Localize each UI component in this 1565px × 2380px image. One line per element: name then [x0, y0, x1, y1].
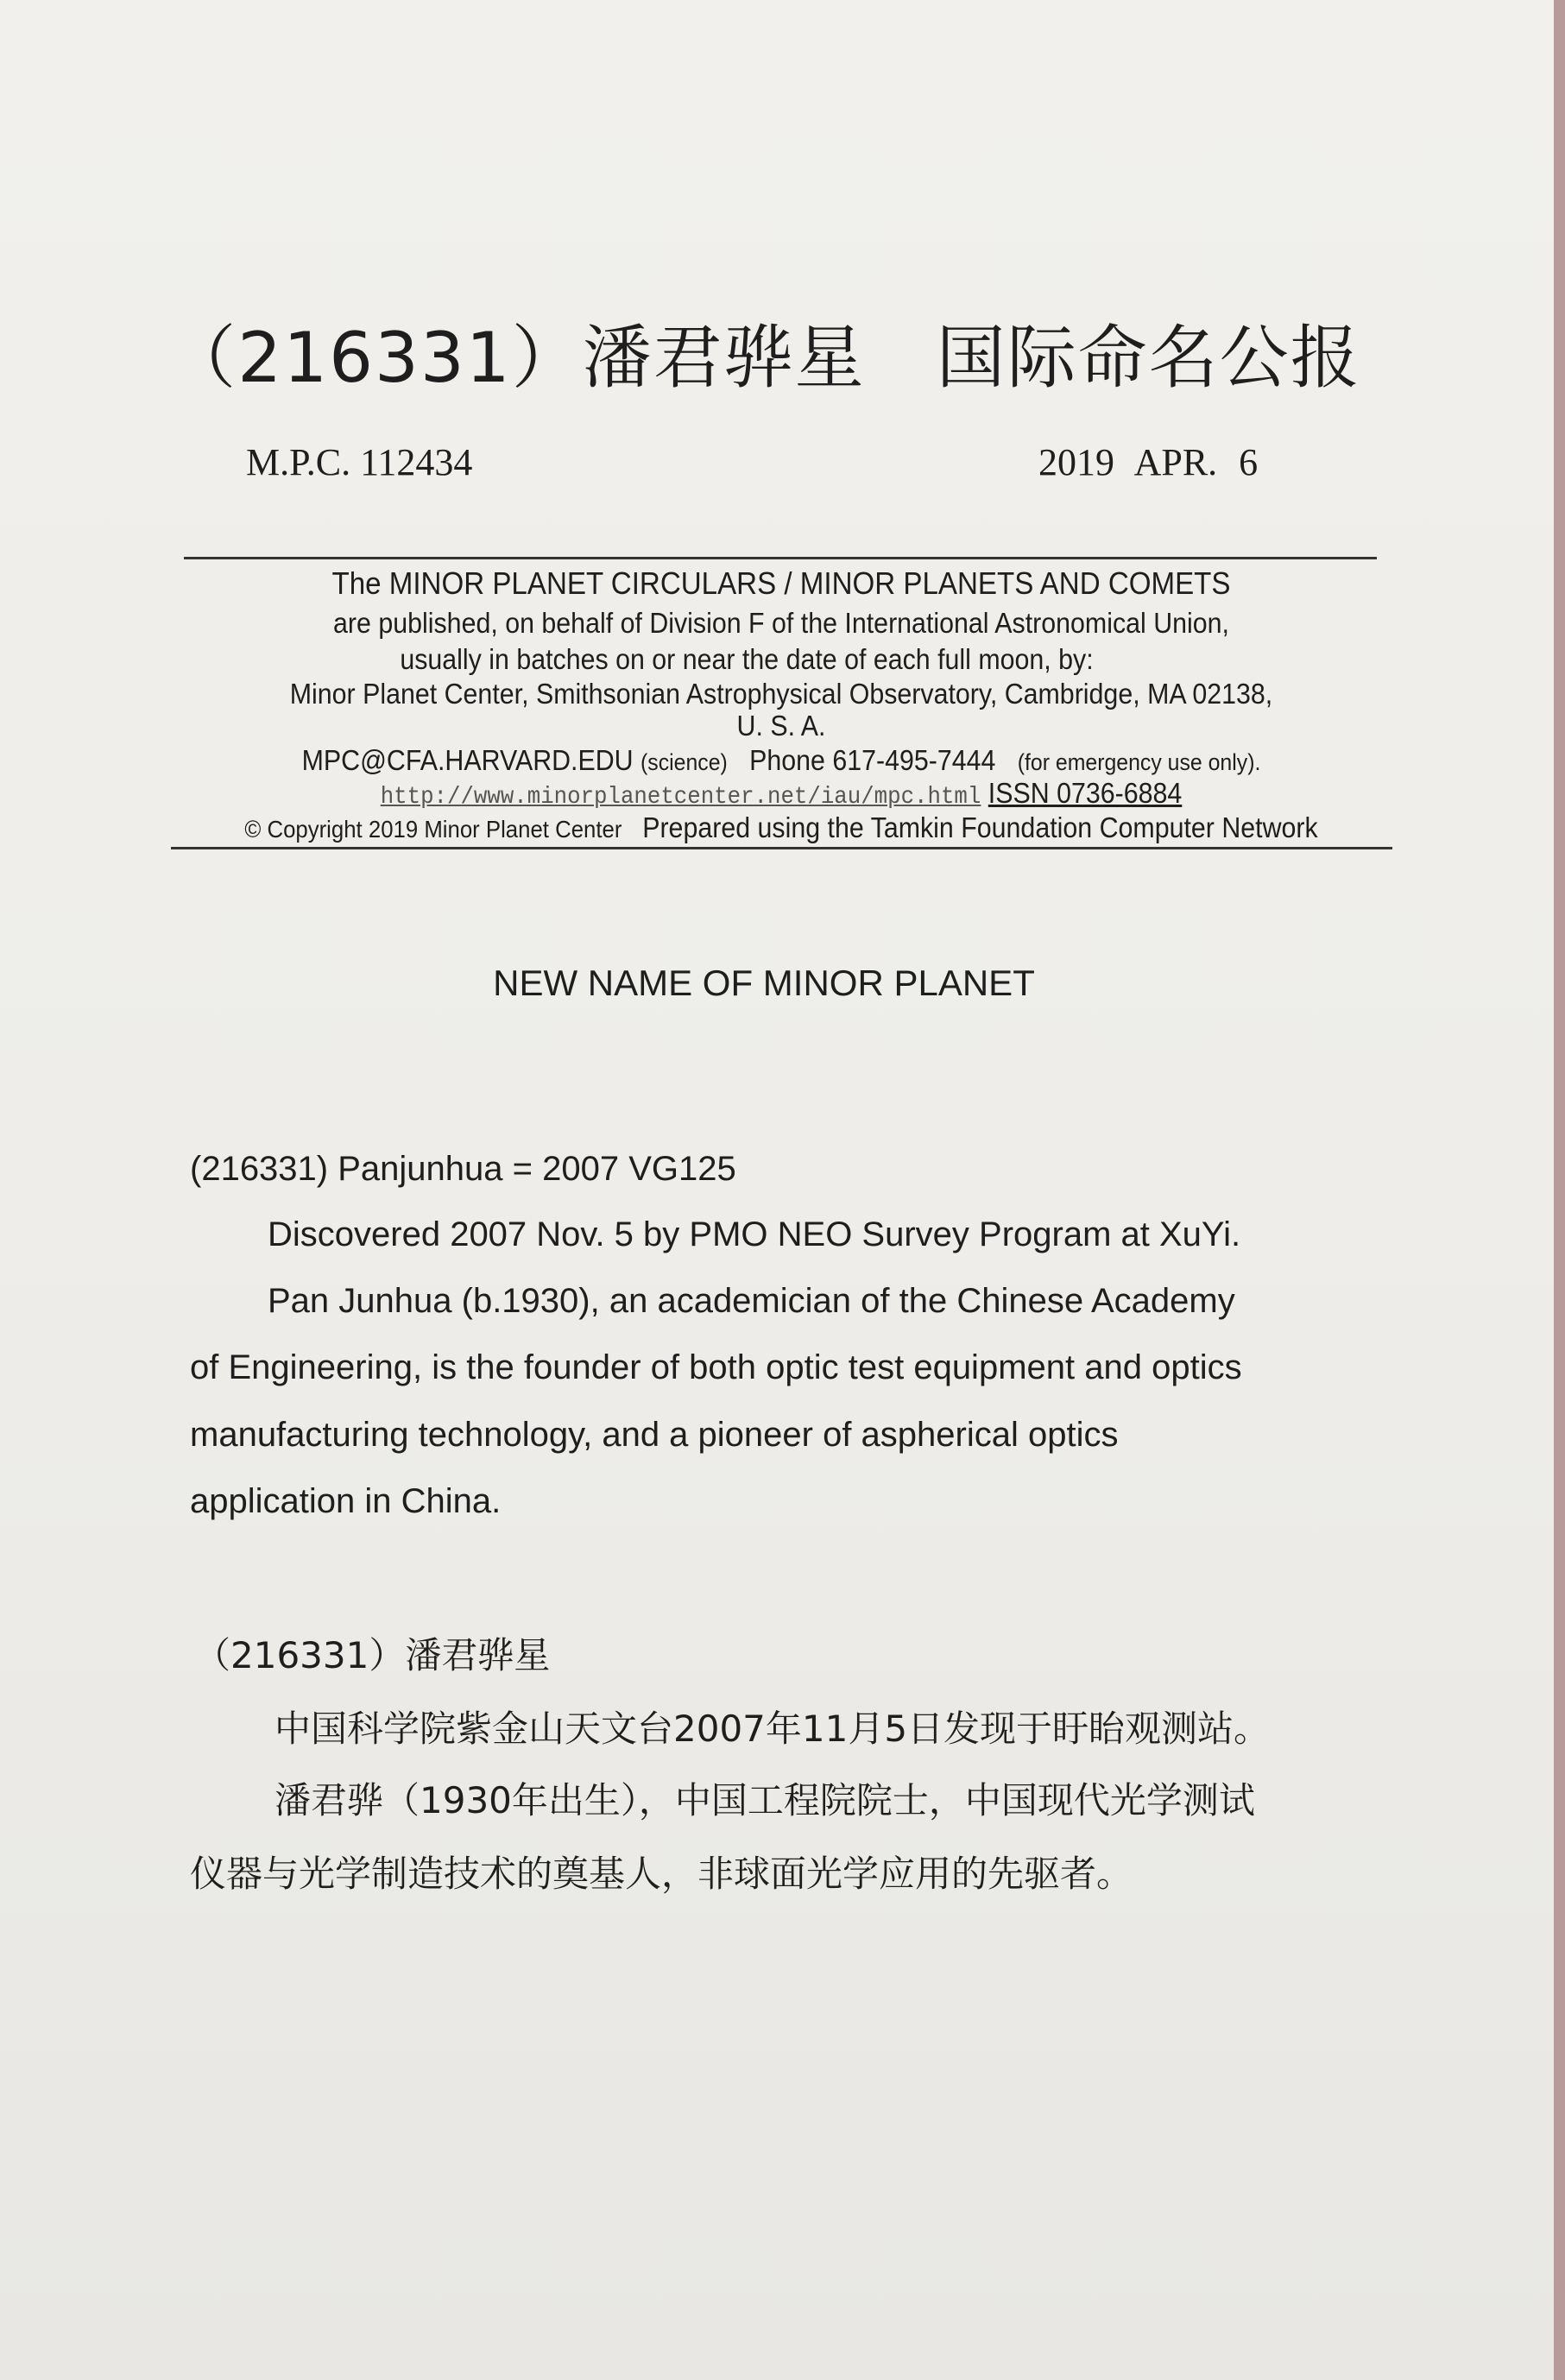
copyright: © Copyright 2019 Minor Planet Center — [244, 816, 622, 843]
circular-number: M.P.C. 112434 — [246, 441, 473, 483]
phone: Phone 617-495-7444 — [749, 744, 996, 776]
english-citation-line: of Engineering, is the founder of both optic test equipment and optics — [190, 1348, 1242, 1386]
prepared-note: Prepared using the Tamkin Foundation Computer Network — [642, 811, 1318, 843]
phone-note: (for emergency use only). — [1017, 749, 1261, 775]
chinese-designation: （216331）潘君骅星 — [194, 1634, 551, 1676]
masthead-line-4: Minor Planet Center, Smithsonian Astrophysical Observatory, Cambridge, MA 02138, — [289, 678, 1273, 710]
masthead-line-5: U. S. A. — [736, 710, 826, 742]
masthead-line-2: are published, on behalf of Division F of the International Astronomical Union, — [333, 607, 1229, 639]
masthead-line-1: The MINOR PLANET CIRCULARS / MINOR PLANETS AND COMETS — [331, 565, 1231, 601]
bottom-rule — [171, 847, 1392, 849]
english-designation: (216331) Panjunhua = 2007 VG125 — [190, 1150, 736, 1188]
english-citation-line: Pan Junhua (b.1930), an academician of the Chinese Academy — [268, 1282, 1235, 1320]
section-heading: NEW NAME OF MINOR PLANET — [493, 963, 1035, 1003]
email: MPC@CFA.HARVARD.EDU — [301, 744, 634, 776]
circular-date: 2019 APR. 6 — [1038, 441, 1259, 483]
english-citation-line: manufacturing technology, and a pioneer of aspherical optics — [190, 1416, 1119, 1454]
english-citation-line: application in China. — [190, 1482, 502, 1520]
page-edge — [1554, 0, 1565, 2380]
email-note: (science) — [641, 749, 728, 775]
english-discovery: Discovered 2007 Nov. 5 by PMO NEO Survey Program at XuYi. — [268, 1215, 1241, 1253]
masthead-footer — [221, 811, 1341, 844]
chinese-citation-line: 仪器与光学制造技术的奠基人，非球面光学应用的先驱者。 — [190, 1853, 1133, 1895]
masthead-contact — [221, 744, 1341, 777]
masthead-line-3: usually in batches on or near the date of each full moon, by: — [400, 643, 1094, 675]
chinese-discovery: 中国科学院紫金山天文台2007年11月5日发现于盱眙观测站。 — [275, 1708, 1271, 1750]
document-title: （216331）潘君骅星 国际命名公报 — [167, 318, 1361, 398]
issn: ISSN 0736-6884 — [988, 777, 1183, 809]
mpc-url-link[interactable]: http://www.minorplanetcenter.net/iau/mpc.html — [380, 784, 981, 811]
chinese-citation-line: 潘君骅（1930年出生），中国工程院院士，中国现代光学测试 — [275, 1779, 1255, 1821]
masthead-url-line — [221, 777, 1341, 811]
top-rule — [184, 557, 1377, 559]
